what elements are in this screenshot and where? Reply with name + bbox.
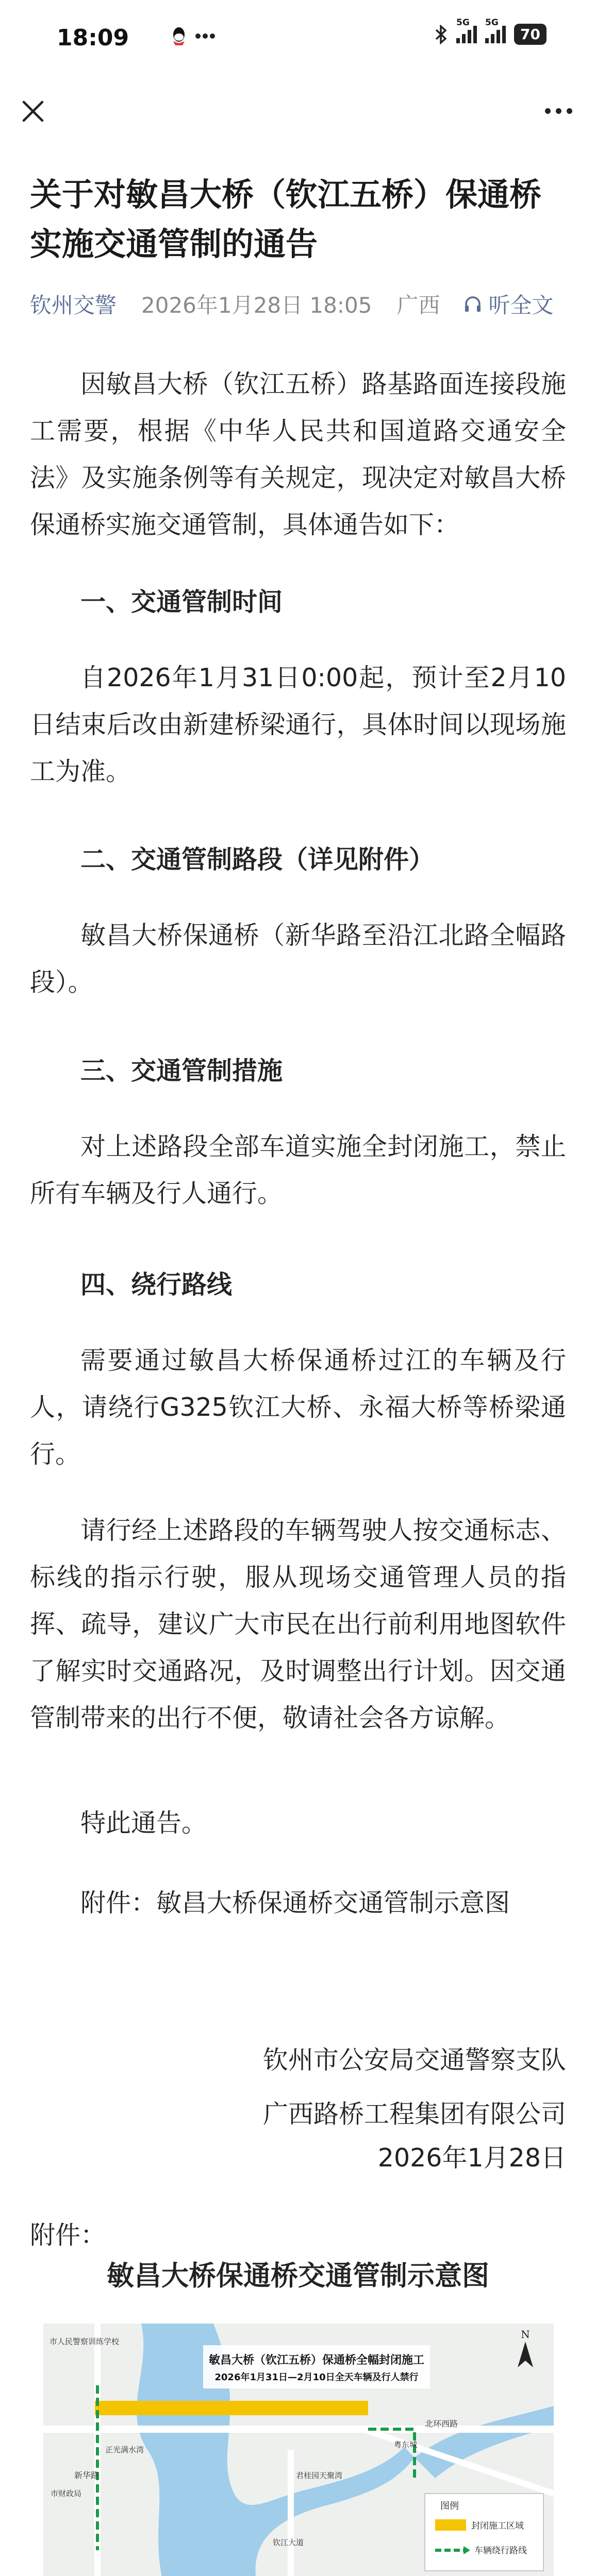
map-label-group-estate: 君桂园天聚湾 [296, 2471, 343, 2480]
publish-region: 广西 [396, 293, 440, 318]
legend-detour: 车辆绕行路线 [474, 2546, 527, 2556]
more-icon[interactable] [545, 108, 572, 114]
section-heading-time: 一、交通管制时间 [80, 587, 283, 617]
traffic-control-map[interactable] [43, 2324, 554, 2576]
legend-closure: 封闭施工区域 [471, 2521, 524, 2531]
attachment-label: 附件： [30, 2221, 106, 2250]
map-label-xinhua-road: 新华路 [74, 2470, 100, 2480]
section-text-road: 敏昌大桥保通桥（新华路至沿江北路全幅路段）。 [30, 921, 566, 997]
article-title: 关于对敏昌大桥（钦江五桥）保通桥实施交通管制的通告 [30, 176, 542, 263]
attachment-note: 附件：敏昌大桥保通桥交通管制示意图 [80, 1888, 510, 1918]
signal-icon: 5G [485, 26, 506, 43]
listen-label: 听全文 [488, 293, 554, 318]
closure-area [95, 2401, 368, 2415]
publish-date: 2026年1月28日 18:05 [141, 293, 372, 318]
nav-bar [0, 77, 596, 144]
intro-paragraph: 因敏昌大桥（钦江五桥）路基路面连接段施工需要，根据《中华人民共和国道路交通安全法》及实施条例等有关规定，现决定对敏昌大桥保通桥实施交通管制，具体通告如下： [30, 369, 566, 539]
section-text-detour: 需要通过敏昌大桥保通桥过江的车辆及行人，请绕行G325钦江大桥、永福大桥等桥梁通行。 [30, 1346, 566, 1469]
notice-line: 特此通告。 [80, 1808, 207, 1838]
map-label-bridge-road: 钦江大道 [273, 2538, 304, 2547]
map-banner-line1: 敏昌大桥（钦江五桥）保通桥全幅封闭施工 [208, 2354, 425, 2367]
map-label-police-school: 市人民警察训练学校 [49, 2337, 120, 2346]
map-banner-line2: 2026年1月31日—2月10日全天车辆及行人禁行 [214, 2372, 419, 2383]
signer-police: 钦州市公安局交通警察支队 [262, 2045, 566, 2075]
legend-title: 图例 [440, 2501, 459, 2512]
headphones-icon [462, 294, 483, 314]
section-text-time: 自2026年1月31日0:00起，预计至2月10日结束后改由新建桥梁通行，具体时间以现场施工为准。 [30, 663, 566, 786]
status-bar [0, 0, 596, 77]
section-text-measures: 对上述路段全部车道实施全封闭施工，禁止所有车辆及行人通行。 [30, 1132, 566, 1208]
status-left-icons [170, 26, 216, 46]
dots-icon [195, 33, 216, 39]
section-heading-detour: 四、绕行路线 [80, 1270, 233, 1299]
map-label-yuedong: 粤东城 [394, 2440, 418, 2449]
account-name[interactable]: 钦州交警 [30, 293, 117, 318]
north-label: N [521, 2328, 530, 2341]
status-right-icons [435, 17, 547, 45]
map-label-zhengguang: 正光满水湾 [105, 2445, 144, 2454]
appeal-paragraph: 请行经上述路段的车辆驾驶人按交通标志、标线的指示行驶，服从现场交通管理人员的指挥、疏导，建议广大市民在出行前利用地图软件了解实时交通路况，及时调整出行计划。因交通管制带来的出行不便，敬请社会各方谅解。 [30, 1516, 566, 1733]
section-heading-measures: 三、交通管制措施 [80, 1056, 283, 1086]
map-label-beihuan-west: 北环西路 [425, 2419, 458, 2429]
signal-icon: 5G [456, 26, 477, 43]
battery-icon: 70 [514, 24, 547, 45]
map-label-market-admin: 市财政局 [51, 2489, 82, 2498]
attachment-title: 敏昌大桥保通桥交通管制示意图 [107, 2260, 489, 2292]
qq-icon [170, 26, 188, 46]
sign-date: 2026年1月28日 [377, 2143, 566, 2173]
article-meta [30, 289, 554, 319]
section-heading-road: 二、交通管制路段（详见附件） [80, 845, 435, 874]
map-svg [43, 2324, 554, 2576]
signer-company: 广西路桥工程集团有限公司 [262, 2099, 566, 2129]
bluetooth-icon [435, 25, 448, 44]
close-icon[interactable] [19, 97, 47, 126]
status-time: 18:09 [57, 25, 129, 51]
listen-button[interactable] [462, 289, 553, 319]
